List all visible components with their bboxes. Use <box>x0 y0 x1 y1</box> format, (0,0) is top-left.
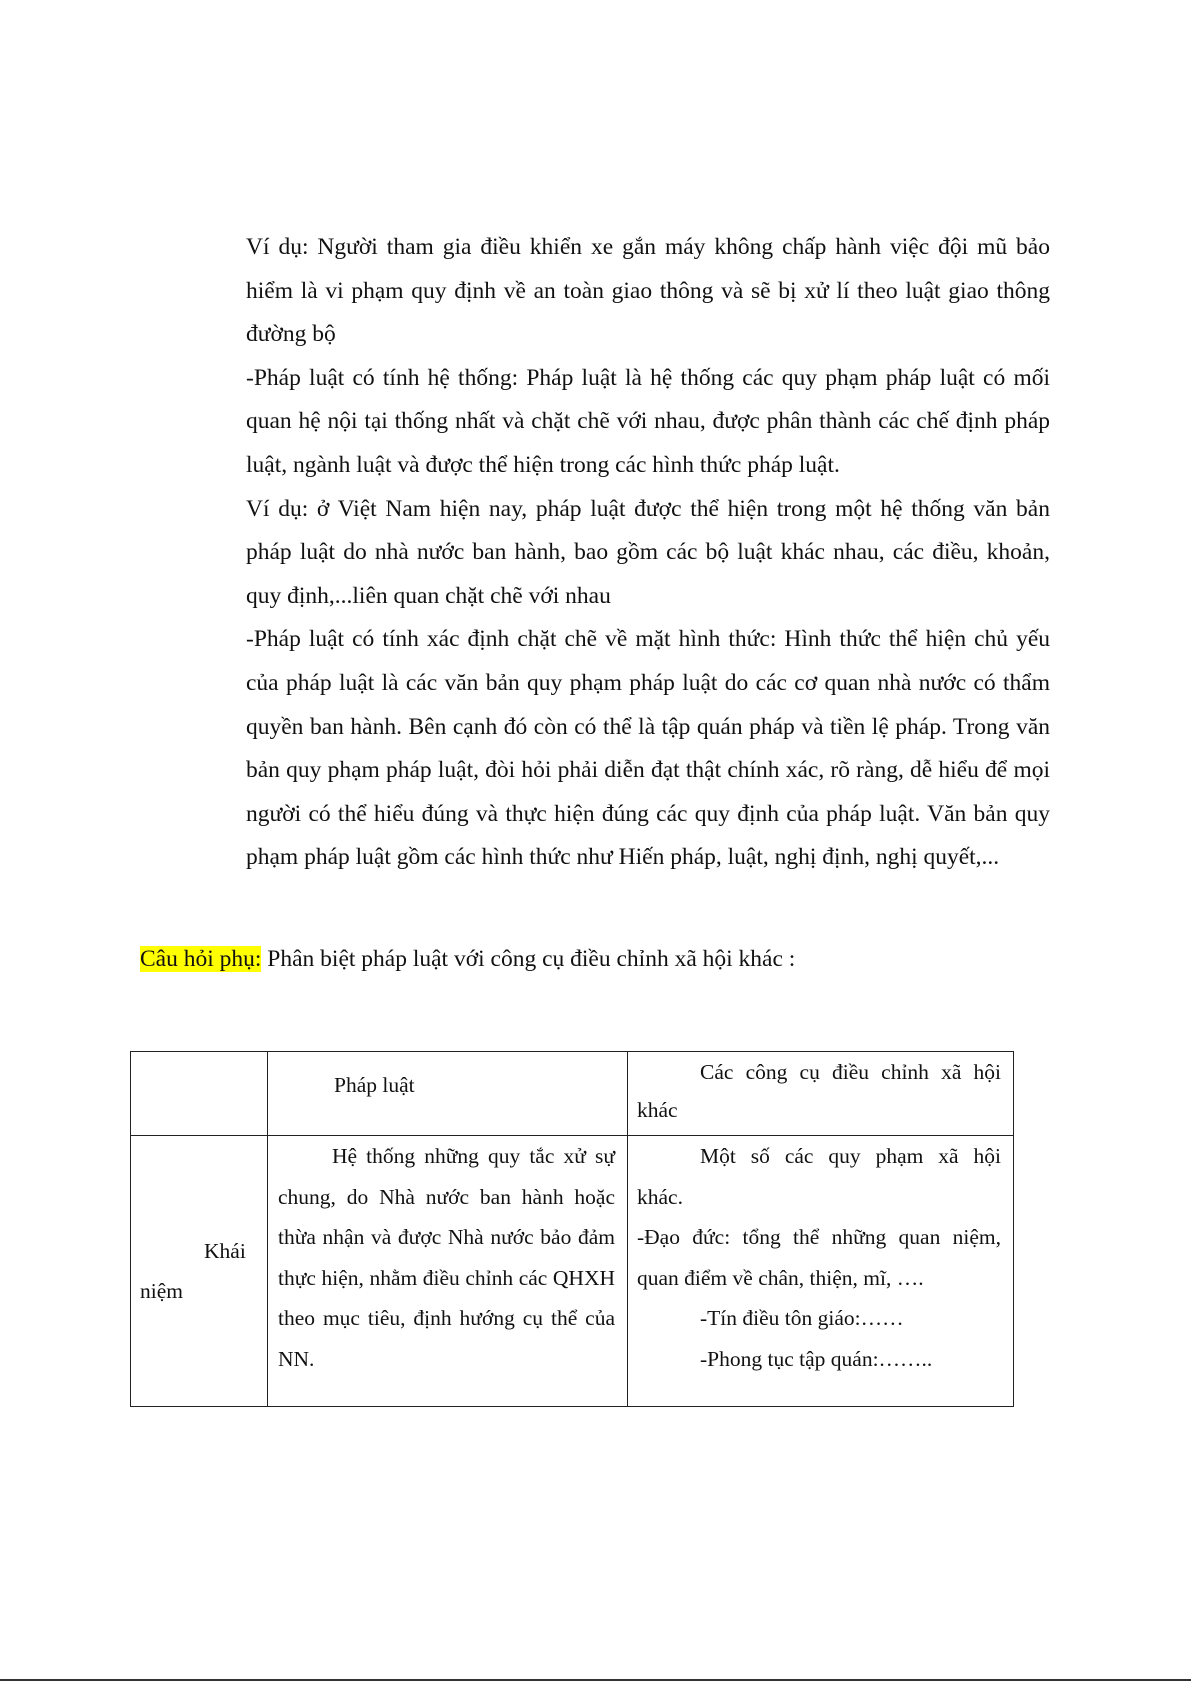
header-law: Pháp luật <box>268 1052 628 1136</box>
page-bottom-divider <box>0 1679 1191 1681</box>
row-label-cell <box>131 1136 268 1407</box>
header-other-tools <box>628 1052 1014 1136</box>
table-row <box>131 1136 1014 1407</box>
subquestion <box>140 943 795 975</box>
paragraph-formal-definiteness: -Pháp luật có tính xác định chặt chẽ về mặt hình thức: Hình thức thể hiện chủ yếu của pháp luật là các văn bản quy phạm pháp luật do các cơ quan nhà nước có thẩm quyền ban hành. Bên cạnh đó còn có thể là tập quán pháp và tiền lệ pháp. Trong văn bản quy phạm pháp luật, đòi hỏi phải diễn đạt thật chính xác, rõ ràng, dễ hiểu để mọi người có thể hiểu đúng và thực hiện đúng các quy định của pháp luật. Văn bản quy phạm pháp luật gồm các hình thức như Hiến pháp, luật, nghị định, nghị quyết,... <box>246 626 1050 871</box>
other-intro-line2: khác. <box>637 1184 683 1209</box>
body-text <box>246 226 1050 880</box>
paragraph-example-helmet: Ví dụ: Người tham gia điều khiển xe gắn máy không chấp hành việc đội mũ bảo hiểm là vi phạm quy định về an toàn giao thông và sẽ bị xử lí theo luật giao thông đường bộ <box>246 234 1050 348</box>
row-label-line1: Khái <box>204 1239 246 1263</box>
religion-item: -Tín điều tôn giáo:…… <box>700 1306 904 1330</box>
law-definition: Hệ thống những quy tắc xử sự chung, do Nhà nước ban hành hoặc thừa nhận và được Nhà nước bảo đảm thực hiện, nhằm điều chỉnh các QHXH theo mục tiêu, định hướng cụ thể của NN. <box>278 1144 615 1371</box>
header-other-line2: khác <box>637 1098 678 1122</box>
comparison-table <box>130 1051 1014 1407</box>
row-label-line2: niệm <box>140 1279 183 1303</box>
paragraph-systematic: -Pháp luật có tính hệ thống: Pháp luật là hệ thống các quy phạm pháp luật có mối quan hệ nội tại thống nhất và chặt chẽ với nhau, được phân thành các chế định pháp luật, ngành luật và được thể hiện trong các hình thức pháp luật. <box>246 364 1050 478</box>
header-empty-cell <box>131 1052 268 1136</box>
other-intro-line1: Một số các quy phạm xã hội <box>700 1144 1001 1168</box>
customs-item: -Phong tục tập quán:…….. <box>700 1346 933 1371</box>
other-definition-cell <box>628 1136 1014 1407</box>
subquestion-label: Câu hỏi phụ: <box>140 946 262 972</box>
table-header-row <box>131 1052 1014 1136</box>
paragraph-example-vietnam: Ví dụ: ở Việt Nam hiện nay, pháp luật được thể hiện trong một hệ thống văn bản pháp luật do nhà nước ban hành, bao gồm các bộ luật khác nhau, các điều, khoản, quy định,...liên quan chặt chẽ với nhau <box>246 495 1050 609</box>
header-other-line1: Các công cụ điều chỉnh xã hội <box>700 1060 1001 1084</box>
law-definition-cell <box>268 1136 628 1407</box>
subquestion-text: Phân biệt pháp luật với công cụ điều chỉnh xã hội khác : <box>261 946 796 972</box>
ethics-item: -Đạo đức: tổng thể những quan niệm, quan điểm về chân, thiện, mĩ, …. <box>637 1225 1001 1290</box>
